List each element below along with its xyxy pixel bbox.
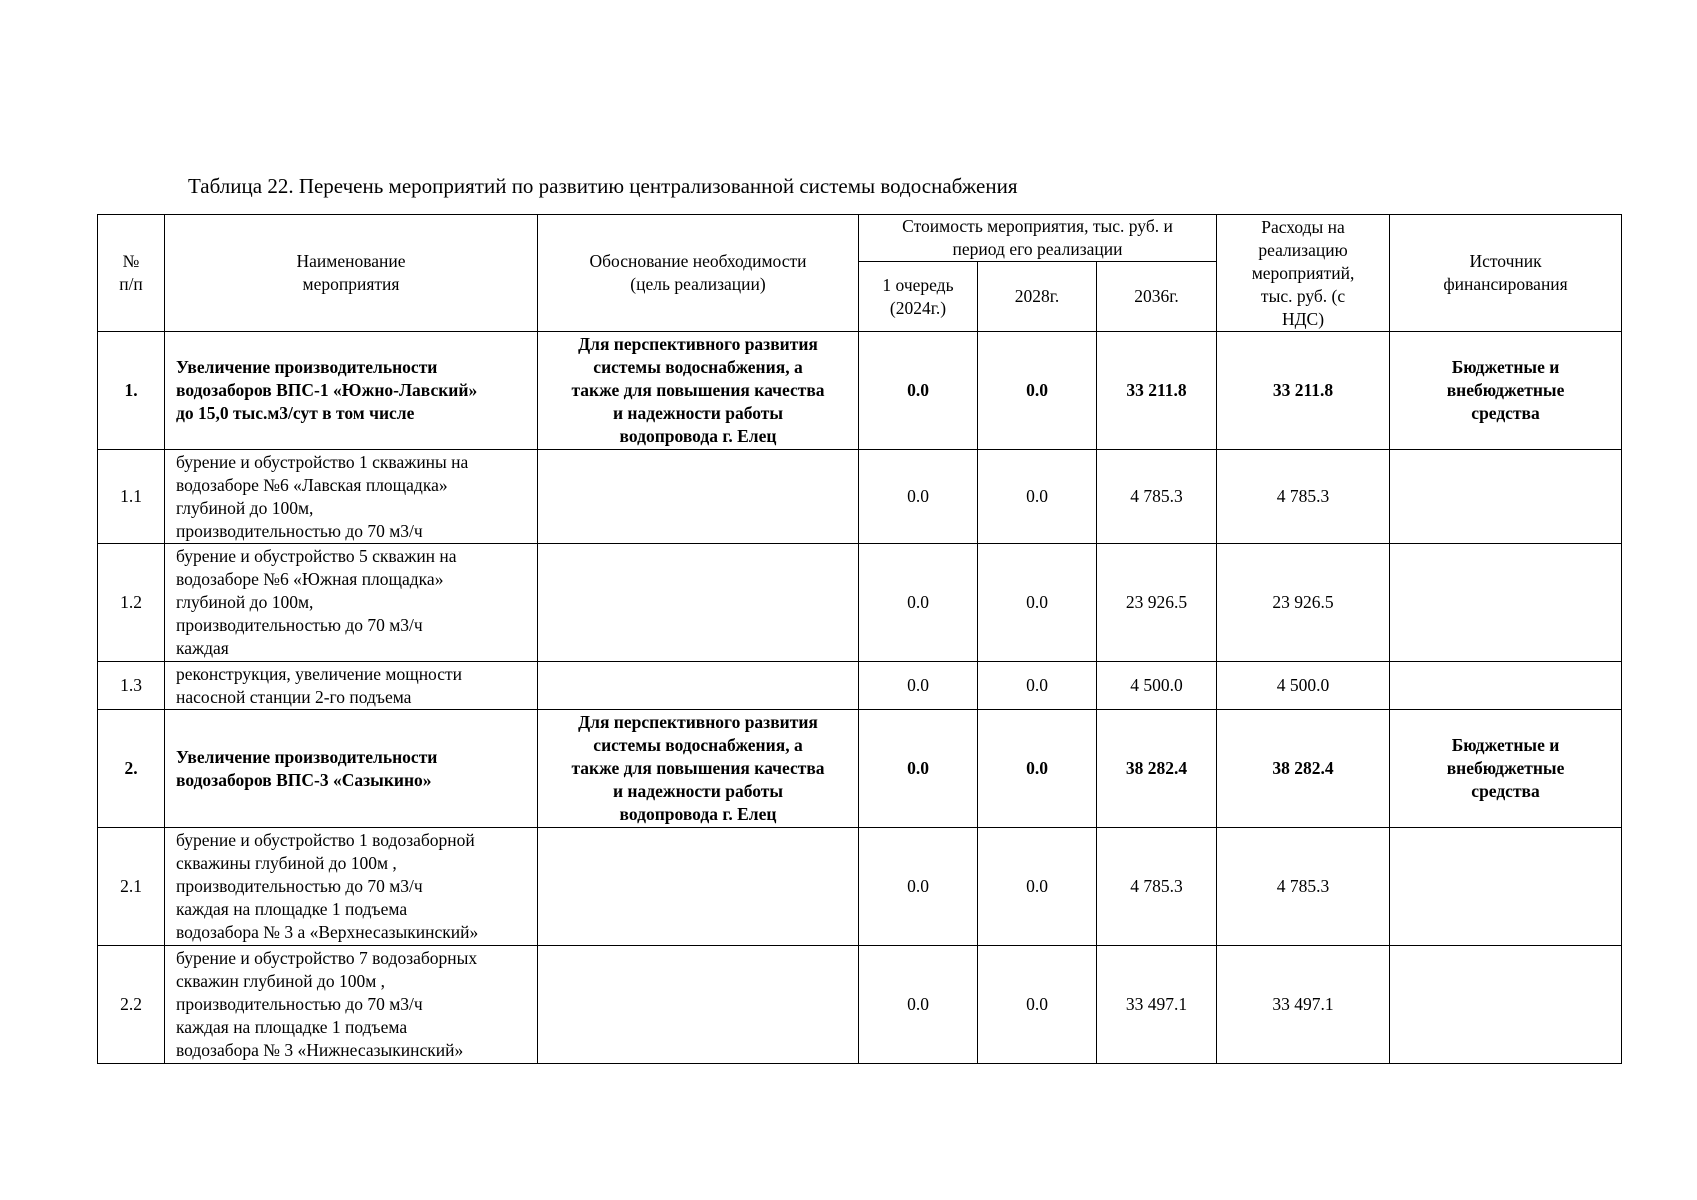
header-num: № п/п xyxy=(98,215,165,332)
row-name: Увеличение производительности водозаборов ВПС-1 «Южно-Лавский» до 15,0 тыс.м3/сут в том числе xyxy=(165,332,538,450)
row-period-1: 0.0 xyxy=(859,662,978,710)
row-period-3: 23 926.5 xyxy=(1097,544,1217,662)
row-name: бурение и обустройство 7 водозаборных скважин глубиной до 100м , производительностью до 70 м3/ч каждая на площадке 1 подъема водозабора № 3 «Нижнесазыкинский» xyxy=(165,946,538,1064)
row-name: бурение и обустройство 5 скважин на водозаборе №6 «Южная площадка» глубиной до 100м, производительностью до 70 м3/ч каждая xyxy=(165,544,538,662)
table-row xyxy=(98,710,1622,828)
table-row xyxy=(98,946,1622,1064)
row-period-3: 33 497.1 xyxy=(1097,946,1217,1064)
row-source xyxy=(1390,450,1622,544)
row-number: 2. xyxy=(98,710,165,828)
row-number: 2.1 xyxy=(98,828,165,946)
header-cost-group: Стоимость мероприятия, тыс. руб. и период его реализации xyxy=(859,215,1217,262)
header-reason: Обоснование необходимости (цель реализации) xyxy=(538,215,859,332)
row-reason xyxy=(538,828,859,946)
row-reason: Для перспективного развития системы водоснабжения, а также для повышения качества и надежности работы водопровода г. Елец xyxy=(538,710,859,828)
row-period-2: 0.0 xyxy=(978,332,1097,450)
table-header xyxy=(98,215,1622,332)
row-reason xyxy=(538,662,859,710)
row-reason: Для перспективного развития системы водоснабжения, а также для повышения качества и надежности работы водопровода г. Елец xyxy=(538,332,859,450)
row-total: 38 282.4 xyxy=(1217,710,1390,828)
header-period-3: 2036г. xyxy=(1097,262,1217,332)
row-period-3: 38 282.4 xyxy=(1097,710,1217,828)
row-period-2: 0.0 xyxy=(978,662,1097,710)
row-reason xyxy=(538,450,859,544)
row-period-2: 0.0 xyxy=(978,544,1097,662)
row-number: 1.2 xyxy=(98,544,165,662)
row-total: 33 497.1 xyxy=(1217,946,1390,1064)
table-row xyxy=(98,332,1622,450)
row-name: реконструкция, увеличение мощности насосной станции 2-го подъема xyxy=(165,662,538,710)
row-total: 23 926.5 xyxy=(1217,544,1390,662)
row-period-2: 0.0 xyxy=(978,946,1097,1064)
row-name: бурение и обустройство 1 скважины на водозаборе №6 «Лавская площадка» глубиной до 100м, производительностью до 70 м3/ч xyxy=(165,450,538,544)
row-period-3: 4 500.0 xyxy=(1097,662,1217,710)
header-name: Наименование мероприятия xyxy=(165,215,538,332)
header-expenses: Расходы на реализацию мероприятий, тыс. руб. (с НДС) xyxy=(1217,215,1390,332)
header-period-1: 1 очередь (2024г.) xyxy=(859,262,978,332)
row-source: Бюджетные и внебюджетные средства xyxy=(1390,332,1622,450)
row-number: 1.1 xyxy=(98,450,165,544)
row-period-1: 0.0 xyxy=(859,450,978,544)
measures-table xyxy=(97,214,1622,1064)
row-total: 4 785.3 xyxy=(1217,828,1390,946)
row-period-2: 0.0 xyxy=(978,710,1097,828)
row-reason xyxy=(538,946,859,1064)
row-period-2: 0.0 xyxy=(978,828,1097,946)
table-row xyxy=(98,544,1622,662)
row-name: бурение и обустройство 1 водозаборной скважины глубиной до 100м , производительностью до 70 м3/ч каждая на площадке 1 подъема водозабора № 3 а «Верхнесазыкинский» xyxy=(165,828,538,946)
row-period-3: 4 785.3 xyxy=(1097,828,1217,946)
row-total: 4 785.3 xyxy=(1217,450,1390,544)
row-name: Увеличение производительности водозаборов ВПС-3 «Сазыкино» xyxy=(165,710,538,828)
table-body xyxy=(98,332,1622,1064)
table-row xyxy=(98,662,1622,710)
row-total: 33 211.8 xyxy=(1217,332,1390,450)
table-row xyxy=(98,450,1622,544)
row-source xyxy=(1390,544,1622,662)
row-period-2: 0.0 xyxy=(978,450,1097,544)
header-source: Источник финансирования xyxy=(1390,215,1622,332)
table-caption: Таблица 22. Перечень мероприятий по развитию централизованной системы водоснабжения xyxy=(188,174,1018,198)
row-period-1: 0.0 xyxy=(859,946,978,1064)
row-period-1: 0.0 xyxy=(859,828,978,946)
row-reason xyxy=(538,544,859,662)
row-number: 1.3 xyxy=(98,662,165,710)
row-total: 4 500.0 xyxy=(1217,662,1390,710)
row-source xyxy=(1390,828,1622,946)
row-period-1: 0.0 xyxy=(859,544,978,662)
row-period-1: 0.0 xyxy=(859,710,978,828)
row-source: Бюджетные и внебюджетные средства xyxy=(1390,710,1622,828)
row-number: 2.2 xyxy=(98,946,165,1064)
row-period-3: 33 211.8 xyxy=(1097,332,1217,450)
row-number: 1. xyxy=(98,332,165,450)
header-period-2: 2028г. xyxy=(978,262,1097,332)
row-period-3: 4 785.3 xyxy=(1097,450,1217,544)
row-source xyxy=(1390,662,1622,710)
row-source xyxy=(1390,946,1622,1064)
row-period-1: 0.0 xyxy=(859,332,978,450)
table-row xyxy=(98,828,1622,946)
